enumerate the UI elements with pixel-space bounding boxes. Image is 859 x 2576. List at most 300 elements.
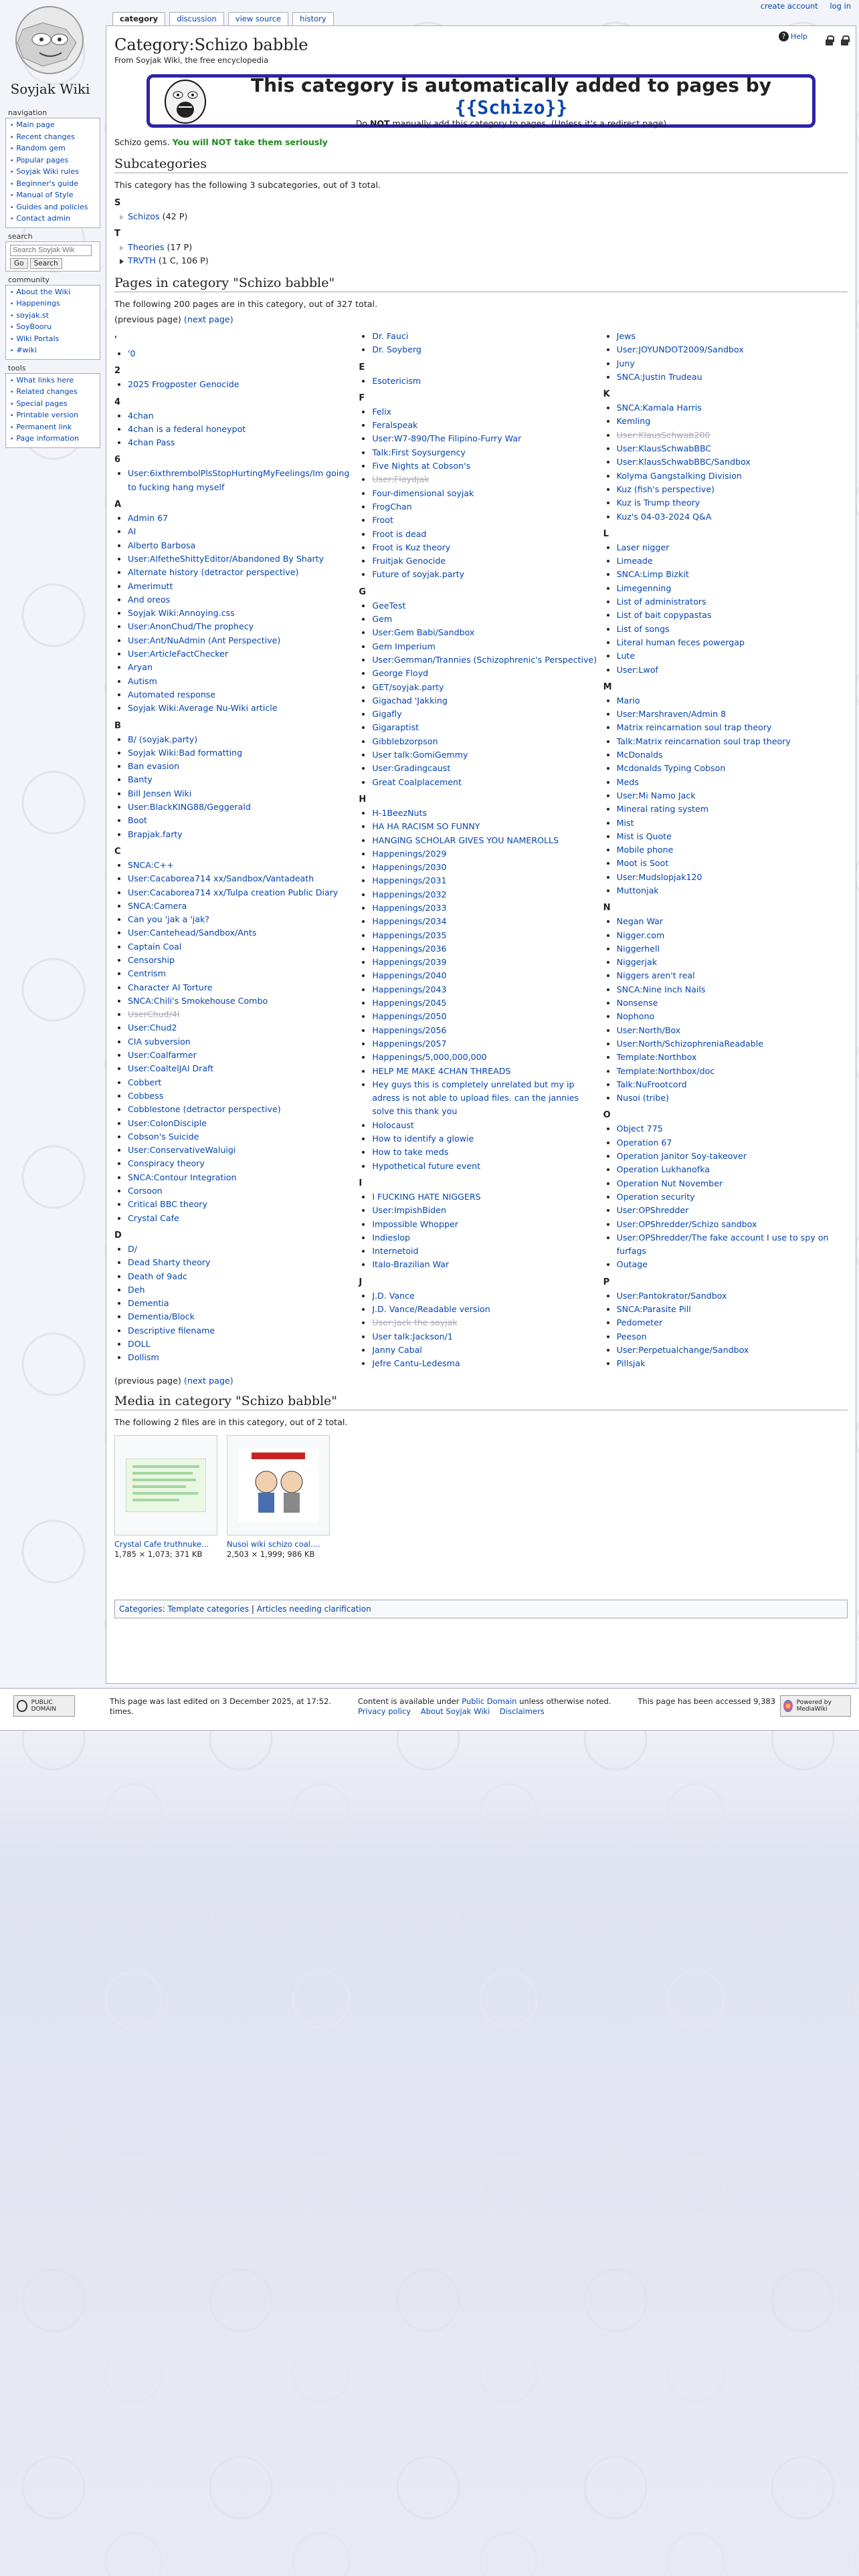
page-link[interactable]: GeeTest xyxy=(372,600,406,611)
pages-column xyxy=(359,330,603,1376)
page-link[interactable]: McDonalds xyxy=(616,750,663,760)
page-link[interactable]: Matrix reincarnation soul trap theory xyxy=(616,722,772,733)
page-link[interactable]: Happenings/2032 xyxy=(372,889,447,899)
page-link[interactable]: User:Mi Namo Jack xyxy=(616,790,696,800)
page-link[interactable]: Happenings/2033 xyxy=(372,902,447,913)
media-name-link[interactable]: Crystal Cafe truthnuke... xyxy=(114,1539,209,1549)
sidebar-community-link[interactable]: SoyBooru xyxy=(16,322,52,331)
page-link[interactable]: User:Cantehead/Sandbox/Ants xyxy=(128,928,257,938)
page-link[interactable]: User:W7-890/The Filipino-Furry War xyxy=(372,433,522,444)
page-link[interactable]: Happenings/2031 xyxy=(372,875,447,886)
sidebar-tools-link[interactable]: Printable version xyxy=(16,411,78,419)
page-link[interactable]: FrogChan xyxy=(372,501,412,512)
page-link[interactable]: User:Ant/NuAdmin (Ant Perspective) xyxy=(128,635,281,645)
page-list-item xyxy=(617,429,848,442)
media-thumbnail[interactable] xyxy=(227,1435,330,1535)
site-logo[interactable] xyxy=(3,3,98,100)
page-link[interactable]: Dementia/Block xyxy=(128,1311,195,1322)
page-link[interactable]: 2025 Frogposter Genocide xyxy=(128,379,240,390)
page-link[interactable]: Kuz (fish's perspective) xyxy=(616,484,714,494)
page-link[interactable]: Happenings/2043 xyxy=(372,984,447,994)
page-link[interactable]: User:Chud2 xyxy=(128,1023,177,1033)
page-link[interactable]: User:ColonDisciple xyxy=(128,1117,207,1128)
page-link[interactable]: Happenings/2050 xyxy=(372,1011,447,1022)
page-link[interactable]: User:Pantokrator/Sandbox xyxy=(616,1290,727,1301)
page-link[interactable]: Kolyma Gangstalking Division xyxy=(616,470,742,481)
page-link[interactable]: Operation Janitor Soy-takeover xyxy=(616,1151,747,1162)
page-link[interactable]: How to take meds xyxy=(372,1147,449,1158)
page-link[interactable]: Soyjak Wiki:Bad formatting xyxy=(128,747,243,758)
page-link[interactable]: Can you 'jak a 'jak? xyxy=(128,914,209,925)
page-link[interactable]: Automated response xyxy=(128,689,216,700)
page-link[interactable]: User:OPShredder/Schizo sandbox xyxy=(616,1218,757,1229)
page-link[interactable]: Happenings/2040 xyxy=(372,970,447,981)
page-list-item xyxy=(128,1171,359,1184)
page-link[interactable]: User talk:GomiGemmy xyxy=(372,750,468,760)
page-link[interactable]: Cobbess xyxy=(128,1090,164,1101)
sidebar-navigation-link[interactable]: Manual of Style xyxy=(16,191,74,199)
page-link[interactable]: Character AI Torture xyxy=(128,982,213,992)
page-link[interactable]: Nusoi (tribe) xyxy=(616,1093,670,1103)
sidebar-navigation-link[interactable]: Guides and policies xyxy=(16,202,88,211)
sidebar-tools-item xyxy=(10,410,97,422)
page-list-item xyxy=(617,843,848,857)
page-link[interactable]: HA HA RACISM SO FUNNY xyxy=(372,821,480,832)
page-link[interactable]: Talk:First Soysurgency xyxy=(372,447,466,457)
page-link[interactable]: Happenings/2030 xyxy=(372,862,447,873)
page-link[interactable]: Happenings/2056 xyxy=(372,1025,447,1035)
sidebar-community-item xyxy=(10,345,97,357)
public-domain-badge-text: PUBLIC DOMAIN xyxy=(31,1699,56,1713)
page-link[interactable]: User:Marshraven/Admin 8 xyxy=(616,709,727,720)
subcategory-link[interactable]: Schizos xyxy=(128,211,160,221)
letter-group xyxy=(603,529,848,677)
page-link[interactable]: User talk:Jackson/1 xyxy=(372,1331,453,1341)
page-link[interactable]: User:KlausSchwab200 xyxy=(616,429,710,440)
category-link[interactable]: Template categories xyxy=(167,1604,250,1614)
page-link[interactable]: J.D. Vance xyxy=(372,1290,415,1301)
page-list xyxy=(372,405,603,582)
page-link[interactable]: Gem Imperium xyxy=(372,641,436,651)
page-link[interactable]: Janny Cabal xyxy=(372,1344,422,1355)
sidebar-community-link[interactable]: soyjak.st xyxy=(16,310,49,320)
page-link[interactable]: I FUCKING HATE NIGGERS xyxy=(372,1191,481,1202)
page-link[interactable]: User:North/SchizophreniaReadable xyxy=(616,1038,763,1049)
page-link[interactable]: Critical BBC theory xyxy=(128,1199,207,1210)
page-link[interactable]: Hypothetical future event xyxy=(372,1160,481,1171)
page-link[interactable]: GET/soyjak.party xyxy=(372,681,444,692)
page-link[interactable]: Conspiracy theory xyxy=(128,1158,205,1169)
page-list xyxy=(128,347,359,360)
letter-group xyxy=(114,397,359,450)
tab-view-source[interactable]: view source xyxy=(228,12,288,25)
sidebar-tools-link[interactable]: Related changes xyxy=(16,387,78,396)
page-link[interactable]: Soyjak Wiki:Average Nu-Wiki article xyxy=(128,703,278,714)
page-link[interactable]: Esotericism xyxy=(372,375,421,386)
page-link[interactable]: User:Perpetualchange/Sandbox xyxy=(616,1344,749,1355)
tab-history[interactable]: history xyxy=(292,12,334,25)
sidebar-navigation-link[interactable]: Random gem xyxy=(16,144,66,152)
page-link[interactable]: Feralspeak xyxy=(372,420,418,431)
page-link[interactable]: Lute xyxy=(616,651,636,661)
page-link[interactable]: Dr. Fauci xyxy=(372,331,409,341)
page-link[interactable]: Cobbert xyxy=(128,1077,162,1087)
page-link[interactable]: Aryan xyxy=(128,662,153,673)
page-link[interactable]: Indieslop xyxy=(372,1232,411,1243)
search-input[interactable] xyxy=(10,245,92,256)
page-list-item xyxy=(617,343,848,356)
page-link[interactable]: Limeade xyxy=(616,556,653,566)
page-link[interactable]: 4chan is a federal honeypot xyxy=(128,423,246,434)
page-link[interactable]: Operation Lukhanofka xyxy=(616,1164,710,1175)
category-link[interactable]: Articles needing clarification xyxy=(256,1604,371,1614)
sidebar-tools-link[interactable]: Permanent link xyxy=(16,422,72,431)
page-link[interactable]: User:AnonChud/The prophecy xyxy=(128,621,254,632)
page-link[interactable]: Amerimutt xyxy=(128,580,173,591)
page-link[interactable]: Brapjak.farty xyxy=(128,829,183,839)
letter-group xyxy=(359,330,603,357)
page-link[interactable]: Happenings/2039 xyxy=(372,957,447,968)
login-link[interactable]: log in xyxy=(830,1,851,11)
page-link[interactable]: Mobile phone xyxy=(616,845,674,855)
page-link[interactable]: Alberto Barbosa xyxy=(128,540,196,550)
sidebar-tools-link[interactable]: Special pages xyxy=(16,399,68,408)
page-link[interactable]: Mario xyxy=(616,695,640,706)
page-link[interactable]: And oreos xyxy=(128,594,171,605)
page-link[interactable]: Laser nigger xyxy=(616,542,670,552)
page-link[interactable]: User:OPShredder xyxy=(616,1205,689,1216)
page-link[interactable]: Meds xyxy=(616,776,639,787)
page-link[interactable]: User:Lwof xyxy=(616,664,658,675)
page-link[interactable]: Holocaust xyxy=(372,1119,414,1130)
page-link[interactable]: Jews xyxy=(616,331,636,341)
page-link[interactable]: Happenings/2035 xyxy=(372,930,447,940)
next-page-link[interactable]: (next page) xyxy=(183,314,233,324)
privacy-policy-link[interactable]: Privacy policy xyxy=(357,1707,411,1716)
page-link[interactable]: User:AlfetheShittyEditor/Abandoned By Sharty xyxy=(128,553,324,564)
page-link[interactable]: Nigger.com xyxy=(616,930,665,940)
page-link[interactable]: 4chan xyxy=(128,410,154,421)
sidebar-community-link[interactable]: Wiki Portals xyxy=(16,334,60,343)
page-list-item xyxy=(617,708,848,721)
page-link[interactable]: DOLL xyxy=(128,1339,151,1349)
page-link[interactable]: User:JOYUNDOT2009/Sandbox xyxy=(616,344,744,355)
sidebar-navigation-link[interactable]: Main page xyxy=(16,120,55,129)
powered-by-mediawiki-badge[interactable] xyxy=(780,1695,851,1717)
navigation-list xyxy=(5,118,100,228)
schizo-template-link[interactable]: {{Schizo}} xyxy=(454,96,568,118)
page-link[interactable]: User:OPShredder/The fake account I use to spy on furfags xyxy=(616,1232,829,1257)
lock-icon[interactable] xyxy=(825,35,834,45)
page-link[interactable]: Literal human feces powergap xyxy=(616,637,745,647)
page-link[interactable]: User:BlackKING88/Geggerald xyxy=(128,802,251,813)
expand-triangle-icon[interactable] xyxy=(120,259,124,264)
media-heading: Media in category "Schizo babble" xyxy=(114,1394,848,1410)
page-link[interactable]: User:6ixthrembolPlsStopHurtingMyFeelings/Im going to fucking hang myself xyxy=(128,468,350,492)
page-link[interactable]: Alternate history (detractor perspective) xyxy=(128,567,299,578)
sidebar-community-link[interactable]: About the Wiki xyxy=(16,287,70,296)
page-link[interactable]: SNCA:Nine Inch Nails xyxy=(616,984,706,994)
about-link[interactable]: About Soyjak Wiki xyxy=(420,1707,490,1716)
page-link[interactable]: User:CoaltelJAI Draft xyxy=(128,1063,214,1074)
page-link[interactable]: Mist is Quote xyxy=(616,831,672,841)
page-link[interactable]: Centrism xyxy=(128,968,166,979)
page-link[interactable]: Cobson's Suicide xyxy=(128,1131,199,1142)
page-link[interactable]: Banty xyxy=(128,774,153,785)
page-link[interactable]: User:KlausSchwabBBC xyxy=(616,443,712,454)
page-list-item xyxy=(128,1337,359,1351)
sidebar-navigation-link[interactable]: Recent changes xyxy=(16,132,76,141)
page-link[interactable]: List of administrators xyxy=(616,597,706,607)
page-link[interactable]: Mineral rating system xyxy=(616,804,708,815)
page-list-item xyxy=(617,1037,848,1051)
page-link[interactable]: D/ xyxy=(128,1243,137,1254)
page-link[interactable]: Outage xyxy=(616,1259,648,1270)
page-link[interactable]: Gigaraptist xyxy=(372,722,419,733)
page-link[interactable]: Impossible Whopper xyxy=(372,1218,458,1229)
create-account-link[interactable]: create account xyxy=(760,1,818,11)
page-link[interactable]: Froot is dead xyxy=(372,528,427,539)
page-link[interactable]: Dead Sharty theory xyxy=(128,1257,211,1268)
page-link[interactable]: User:ImpishBiden xyxy=(372,1205,446,1216)
page-link[interactable]: Talk:NuFrootcord xyxy=(616,1079,687,1089)
page-link[interactable]: User:Jack the soyjak xyxy=(372,1317,458,1328)
page-link[interactable]: Boot xyxy=(128,815,147,826)
page-link[interactable]: Froot is Kuz theory xyxy=(372,542,451,552)
page-link[interactable]: Operation Nut November xyxy=(616,1178,723,1188)
page-link[interactable]: Soyjak Wiki:Annoying.css xyxy=(128,608,235,619)
letter-heading: N xyxy=(603,903,611,914)
license-link[interactable]: Public Domain xyxy=(462,1697,517,1706)
page-link[interactable]: Happenings/5,000,000,000 xyxy=(372,1052,487,1063)
sidebar-tools-link[interactable]: Page information xyxy=(16,434,79,443)
letter-heading: I xyxy=(359,1178,363,1188)
page-link[interactable]: Happenings/2045 xyxy=(372,998,447,1008)
page-link[interactable]: User:Gemman/Trannies (Schizophrenic's Perspective) xyxy=(372,654,597,665)
page-link[interactable]: Template:Northbox/doc xyxy=(616,1065,715,1076)
page-link[interactable]: 4chan Pass xyxy=(128,437,175,448)
page-link[interactable]: Future of soyjak.party xyxy=(372,569,465,580)
page-link[interactable]: SNCA:Parasite Pill xyxy=(616,1304,691,1314)
page-link[interactable]: Dollism xyxy=(128,1352,159,1363)
subcategory-link[interactable]: TRVTH xyxy=(128,255,156,265)
page-link[interactable]: Fruitjak Genocide xyxy=(372,556,446,566)
media-thumbnail[interactable] xyxy=(114,1435,217,1535)
page-link[interactable]: User:Cacaborea714 xx/Sandbox/Vantadeath xyxy=(128,873,314,884)
page-link[interactable]: Corsoon xyxy=(128,1186,163,1196)
page-link[interactable]: SNCA:Chili's Smokehouse Combo xyxy=(128,995,268,1006)
page-link[interactable]: Limegenning xyxy=(616,582,672,593)
sidebar-navigation-link[interactable]: Beginner's guide xyxy=(16,179,78,188)
page-link[interactable]: SNCA:C++ xyxy=(128,859,174,870)
page-link[interactable]: AI xyxy=(128,526,136,537)
help-label[interactable]: Help xyxy=(790,32,807,41)
page-link[interactable]: Captain Coal xyxy=(128,941,182,952)
page-link[interactable]: Internetoid xyxy=(372,1246,419,1257)
page-link[interactable]: H-1BeezNuts xyxy=(372,807,427,818)
page-link[interactable]: User:KlausSchwabBBC/Sandbox xyxy=(616,457,751,467)
page-link[interactable]: Crystal Cafe xyxy=(128,1212,179,1223)
letter-group xyxy=(114,847,359,1225)
page-link[interactable]: J.D. Vance/Readable version xyxy=(372,1304,490,1314)
page-list-item xyxy=(617,996,848,1010)
lock-icon[interactable] xyxy=(840,35,849,45)
page-link[interactable]: Admin 67 xyxy=(128,513,169,524)
subcategories-info: This category has the following 3 subcategories, out of 3 total. xyxy=(114,180,381,190)
page-link[interactable]: Template:Northbox xyxy=(616,1052,697,1063)
page-link[interactable]: Negan War xyxy=(616,916,664,927)
letter-heading: B xyxy=(114,720,121,731)
tools-heading: tools xyxy=(8,363,26,372)
media-name-link[interactable]: Nusoi wiki schizo coal.... xyxy=(227,1539,320,1549)
page-link[interactable]: Happenings/2034 xyxy=(372,916,447,927)
page-link[interactable]: Nophono xyxy=(616,1011,655,1022)
page-link[interactable]: Kuz's 04-03-2024 Q&A xyxy=(616,511,712,522)
page-link[interactable]: Talk:Matrix reincarnation soul trap theory xyxy=(616,736,791,746)
page-link[interactable]: User:North/Box xyxy=(616,1025,681,1035)
sidebar-community-link[interactable]: #wiki xyxy=(16,346,37,354)
page-link[interactable]: Four-dimensional soyjak xyxy=(372,488,474,498)
page-link[interactable]: Nonsense xyxy=(616,998,658,1008)
page-link[interactable]: Descriptive filename xyxy=(128,1325,215,1335)
page-list-item xyxy=(128,994,359,1008)
letter-heading: O xyxy=(603,1110,611,1121)
page-link[interactable]: Great Coalplacement xyxy=(372,776,462,787)
page-link[interactable]: Niggerhell xyxy=(616,943,660,954)
page-link[interactable]: Censorship xyxy=(128,954,175,965)
page-link[interactable]: Gem xyxy=(372,614,393,625)
page-link[interactable]: Moot is Soot xyxy=(616,858,669,869)
page-link[interactable]: Happenings/2057 xyxy=(372,1038,447,1049)
public-domain-badge[interactable] xyxy=(13,1695,75,1717)
page-link[interactable]: Muttonjak xyxy=(616,885,659,895)
page-link[interactable]: User:Cacaborea714 xx/Tulpa creation Public Diary xyxy=(128,887,339,897)
page-link[interactable]: '0 xyxy=(128,348,136,358)
page-link[interactable]: Pillsjak xyxy=(616,1358,646,1369)
sidebar-navigation-link[interactable]: Soyjak Wiki rules xyxy=(16,167,79,176)
page-link[interactable]: Italo-Brazilian War xyxy=(372,1259,450,1270)
page-list-item xyxy=(372,694,603,708)
sidebar-tools-link[interactable]: What links here xyxy=(16,375,74,385)
page-link[interactable]: George Floyd xyxy=(372,668,429,679)
page-list-item xyxy=(128,675,359,688)
page-list-item xyxy=(128,787,359,800)
page-link[interactable]: HANGING SCHOLAR GIVES YOU NAMEROLLS xyxy=(372,835,559,845)
tab-category[interactable]: category xyxy=(112,12,165,25)
page-link[interactable]: User:Floydjak xyxy=(372,474,430,485)
page-link[interactable]: SNCA:Camera xyxy=(128,900,187,911)
tab-discussion[interactable]: discussion xyxy=(169,12,224,25)
page-link[interactable]: Kemling xyxy=(616,416,651,427)
page-link[interactable]: Bill Jensen Wiki xyxy=(128,788,192,798)
page-link[interactable]: Dr. Soyberg xyxy=(372,344,421,355)
page-link[interactable]: Juny xyxy=(616,358,635,368)
page-link[interactable]: Mist xyxy=(616,817,634,828)
page-link[interactable]: Happenings/2029 xyxy=(372,848,447,859)
page-link[interactable]: HELP ME MAKE 4CHAN THREADS xyxy=(372,1065,511,1076)
page-link[interactable]: Five Nights at Cobson's xyxy=(372,461,471,471)
go-button[interactable]: Go xyxy=(10,258,28,269)
categories-label-link[interactable]: Categories xyxy=(119,1604,163,1614)
disclaimers-link[interactable]: Disclaimers xyxy=(499,1707,545,1716)
subcategory-link[interactable]: Theories xyxy=(128,242,165,252)
page-list-item xyxy=(372,956,603,969)
page-list-item xyxy=(617,1065,848,1078)
sidebar-community-link[interactable]: Happenings xyxy=(16,299,60,308)
page-link[interactable]: Mcdonalds Typing Cobson xyxy=(616,763,726,774)
page-link[interactable]: Kuz is Trump theory xyxy=(616,498,700,508)
page-link[interactable]: SNCA:Contour Integration xyxy=(128,1172,237,1182)
page-list xyxy=(617,541,848,677)
community-list xyxy=(5,285,100,360)
page-link[interactable]: B/ (soyjak.party) xyxy=(128,734,198,744)
page-link[interactable]: User:Coalfarmer xyxy=(128,1050,197,1061)
page-link[interactable]: Pedometer xyxy=(616,1317,663,1328)
page-list-item xyxy=(128,1021,359,1035)
page-link[interactable]: Autism xyxy=(128,675,157,686)
page-link[interactable]: User:Gradingcaust xyxy=(372,763,451,774)
page-link[interactable]: Operation 67 xyxy=(616,1137,672,1148)
page-link[interactable]: Gigachad 'Jakking xyxy=(372,695,448,706)
page-link[interactable]: Deh xyxy=(128,1284,145,1295)
page-link[interactable]: Cobblestone (detractor perspective) xyxy=(128,1104,281,1115)
expand-triangle-icon xyxy=(120,245,124,251)
letter-heading: K xyxy=(603,389,610,400)
page-link[interactable]: User:Gem Babi/Sandbox xyxy=(372,627,475,638)
sidebar-navigation-item xyxy=(10,190,97,202)
page-link[interactable]: Ban evasion xyxy=(128,761,180,772)
sidebar-navigation-link[interactable]: Popular pages xyxy=(16,155,69,165)
page-link[interactable]: Niggerjak xyxy=(616,957,657,968)
page-link[interactable]: Dementia xyxy=(128,1298,169,1309)
page-link[interactable]: UserChud/4I xyxy=(128,1009,180,1020)
page-link[interactable]: User:ConservativeWaluigi xyxy=(128,1145,236,1156)
page-link[interactable]: How to identify a glowie xyxy=(372,1134,474,1144)
page-link[interactable]: Happenings/2036 xyxy=(372,943,447,954)
page-link[interactable]: Hey guys this is completely unrelated but my ip adress is not able to upload files. can the jannies solve this thank you xyxy=(372,1079,579,1117)
next-page-link[interactable]: (next page) xyxy=(183,1376,233,1386)
page-list-item xyxy=(372,640,603,653)
page-link[interactable]: Operation security xyxy=(616,1191,695,1202)
page-link[interactable]: List of bait copypastas xyxy=(616,610,712,621)
page-link[interactable]: Gigafly xyxy=(372,709,402,720)
public-domain-icon xyxy=(17,1700,27,1712)
page-list-item xyxy=(617,469,848,483)
page-list-item xyxy=(128,512,359,525)
page-link[interactable]: Niggers aren't real xyxy=(616,970,695,981)
page-link[interactable]: SNCA:Justin Trudeau xyxy=(616,371,702,382)
page-link[interactable]: SNCA:Limp Bizkit xyxy=(616,569,689,580)
page-link[interactable]: CIA subversion xyxy=(128,1036,191,1047)
page-link[interactable]: Peeson xyxy=(616,1331,647,1341)
help-link[interactable] xyxy=(779,31,807,41)
page-link[interactable]: List of songs xyxy=(616,623,670,634)
page-list-item xyxy=(128,940,359,954)
page-link[interactable]: User:ArticleFactChecker xyxy=(128,649,229,659)
page-link[interactable]: SNCA:Kamala Harris xyxy=(616,403,702,413)
page-link[interactable]: Object 775 xyxy=(616,1123,663,1134)
page-link[interactable]: Felix xyxy=(372,406,392,417)
page-link[interactable]: Gibblebzorpson xyxy=(372,736,438,746)
page-link[interactable]: Froot xyxy=(372,515,393,526)
page-link[interactable]: User:Mudslopjak120 xyxy=(616,871,702,882)
pages-info: The following 200 pages are in this category, out of 327 total. xyxy=(114,299,378,309)
page-list-item xyxy=(617,1330,848,1344)
search-button[interactable]: Search xyxy=(30,258,62,269)
page-link[interactable]: Death of 9adc xyxy=(128,1271,187,1281)
sidebar-navigation-link[interactable]: Contact admin xyxy=(16,214,71,223)
page-link[interactable]: Jefre Cantu-Ledesma xyxy=(372,1358,460,1369)
